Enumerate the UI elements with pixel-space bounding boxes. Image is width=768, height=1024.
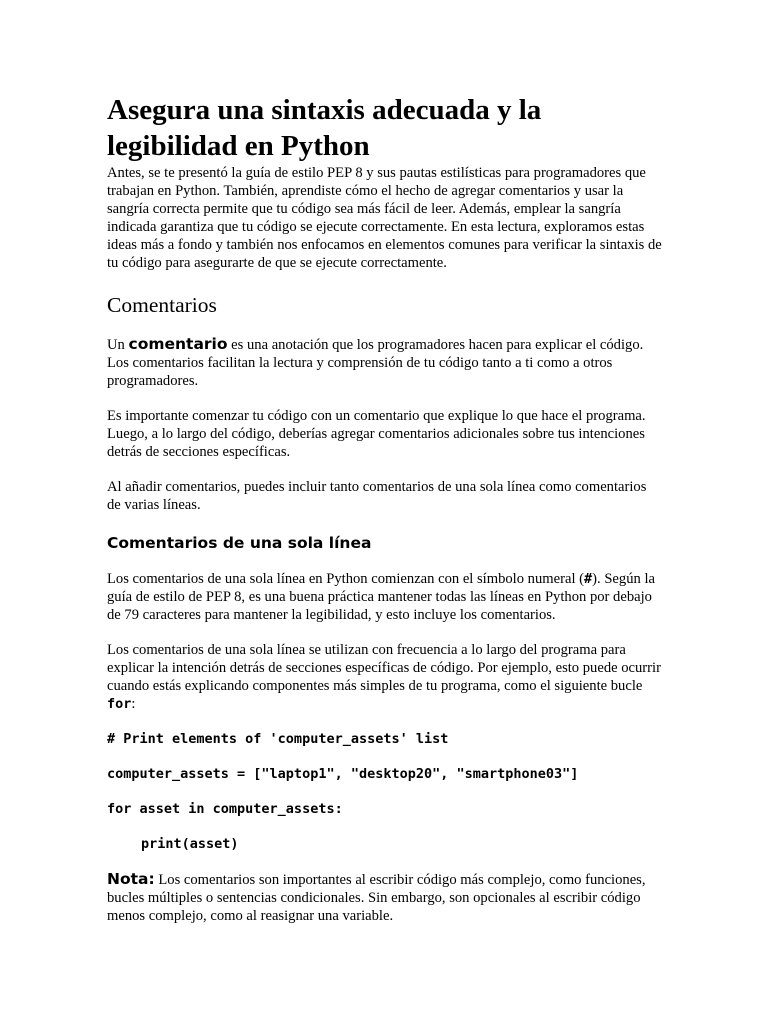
hash-symbol: #	[584, 571, 593, 587]
text-segment: :	[131, 696, 136, 712]
comment-types-paragraph: Al añadir comentarios, puedes incluir tanto comentarios de una sola línea como comentarios de varias líneas.	[107, 479, 647, 513]
page-title: Asegura una sintaxis adecuada y la legibilidad en Python	[107, 94, 542, 162]
term-comentario: comentario	[128, 335, 228, 353]
document-page	[107, 92, 663, 925]
comment-importance-paragraph: Es importante comenzar tu código con un comentario que explique lo que hace el programa. Luego, a lo largo del código, deberías agregar comentarios adicionales sobre tus intenciones detrás de secciones específicas.	[107, 408, 646, 460]
code-line-comment: # Print elements of 'computer_assets' list	[107, 731, 449, 747]
subsection-heading-single-line: Comentarios de una sola línea	[107, 534, 372, 552]
text-segment: ). Según la guía de estilo de PEP 8, es una buena práctica mantener todas las líneas en Python por debajo de 79 caracteres para mantener la legibilidad, y esto incluye los comentarios.	[107, 571, 655, 623]
section-heading-comentarios: Comentarios	[107, 293, 217, 317]
single-line-usage-paragraph	[107, 641, 663, 713]
for-keyword: for	[107, 696, 132, 712]
code-line-assignment: computer_assets = ["laptop1", "desktop20", "smartphone03"]	[107, 766, 579, 782]
text-segment: Un	[107, 337, 129, 353]
note-label: Nota:	[107, 870, 155, 888]
single-line-intro-paragraph	[107, 570, 663, 624]
text-segment: Los comentarios de una sola línea se utilizan con frecuencia a lo largo del programa para explicar la intención detrás de secciones específicas de código. Por ejemplo, esto puede ocurrir cuando estás explicando componentes más simples de tu programa, como el siguiente bucle	[107, 642, 661, 694]
code-line-for: for asset in computer_assets:	[107, 801, 343, 817]
text-segment: Los comentarios de una sola línea en Python comienzan con el símbolo numeral (	[107, 571, 585, 587]
code-line-print: print(asset)	[141, 836, 239, 852]
comment-definition-paragraph	[107, 335, 663, 390]
intro-paragraph: Antes, se te presentó la guía de estilo PEP 8 y sus pautas estilísticas para programadores que trabajan en Python. También, aprendiste cómo el hecho de agregar comentarios y usar la sangría correcta permite que tu código sea más fácil de leer. Además, emplear la sangría indicada garantiza que tu código se ejecute correctamente. En esta lectura, exploramos estas ideas más a fondo y también nos enfocamos en elementos comunes para verificar la sintaxis de tu código para asegurarte de que se ejecute correctamente.	[107, 165, 662, 271]
note-paragraph	[107, 870, 663, 925]
text-segment: es una anotación que los programadores hacen para explicar el código. Los comentarios facilitan la lectura y comprensión de tu código tanto a ti como a otros programadores.	[107, 337, 644, 389]
note-text: Los comentarios son importantes al escribir código más complejo, como funciones, bucles múltiples o sentencias condicionales. Sin embargo, son opcionales al escribir código menos complejo, como al reasignar una variable.	[107, 872, 646, 924]
